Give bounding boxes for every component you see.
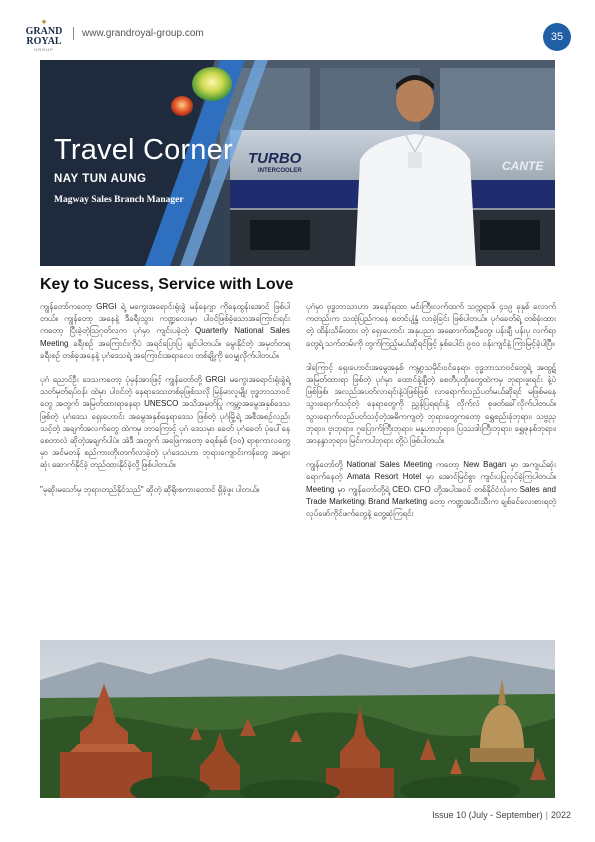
article-paragraph: "မုဆိုးမသော်မှ ဘုရားတည်နိုင်သည်" ဆိုတဲ့ ဆိုရိုးစကားတောင် ရှိခဲ့ဖူး ပါတယ်။ [40, 484, 260, 494]
bagan-temples-photo [40, 640, 555, 798]
truck-badge-canter: CANTE [502, 159, 544, 173]
article-column-right [306, 301, 556, 532]
article-paragraph: ပုဂံ ညောင်ဦး ဒေသကတော့ ပုံမှန်အားဖြင့် ကျွန်တော်တို့ GRGI မကွေးအရောင်းရုံးခွဲရဲ့ သတ်မှတ်ရပ်ဝန်း ထဲမှာ ပါဝင်တဲ့ နေရာဒေသတစ်ခုဖြစ်သလို မြန်မာလူမျိုး ဗုဒ္ဓဘာသာဝင်တွေ အတွက် အမြတ်ထားရာနေရာ UNESCO အသိအမှတ်ပြု ကမ္ဘာ့အမွေအနှစ်ဒေသဖြစ်တဲ့ ပုဂံဒေသ ရှေးဟောင်း အမွေအနှစ်နေရာဒေသ ဖြစ်တဲ့ ပုဂံမြို့ရဲ့ အစီအစဉ်လည်း သင့်တဲ့ အချက်အလက်တွေ ထဲကမှ ဘာကြောင့် ပုဂံ ဒေသမှာ ခေတ် ပုဂံခေတ် ပုံပေါ်နေစေတာလဲ ဆိုတဲ့အချက်ပါပဲ။ အဲဒီ အတွက် အဖြေကတော့ ခရစ်နှစ် (၁၀) ရာစုကာလတွေမှာ အင်မတန် စည်ကားတိုးတက်လာခဲ့တဲ့ ပုဂံဒေသဟာ ဘုရားကျောင်းကန်တွေ အများဆုံး ဆောက်နိုင်ခဲ့ တည်ထားနိုင်ခဲ့လို့ဖြစ်ပါတယ်။ [40, 375, 290, 470]
page-header [0, 0, 595, 60]
website-link[interactable]: www.grandroyal-group.com [82, 28, 204, 39]
article-title: Key to Sucess, Service with Love [40, 276, 294, 293]
truck-badge-turbo: TURBO [248, 150, 302, 167]
page-number-badge: 35 [543, 23, 571, 51]
truck-badge-intercooler: INTERCOOLER [258, 168, 302, 174]
crown-star-icon: ✦ [40, 17, 48, 27]
banner-title: Travel Corner [54, 134, 233, 166]
article-paragraph: ကျွန်တော်ကတော့ GRGI ရဲ့ မကွေးအရောင်းရုံးခွဲ မန်နေဂျာ ကိုနေထွန်းအောင် ဖြစ်ပါတယ်။ ကျွန်တော့ အနေနဲ့ ဒီခရီးသွား ကဏ္ဍလေးမှာ ပါဝင်ဖြစ်ခဲ့သောအကြောင်းရင်းကတော့ ပြီးခဲ့တဲ့သြဂုတ်လက ပုဂံမှာ ကျင်းပခဲ့တဲ့ Quarterly National Sales Meeting ခရီးစဉ် အကြောင်းကိုပဲ အရင်ပြောပြ ချင်ပါတယ်။ မွေးနိုင်တဲ့ အမှတ်တရ ခရီးစဉ် တစ်ခုအနေနဲ့ ပုဂံဒေသရဲ့ အကြောင်းအရာလေး တစ်ချို့ကို ဝေမျှလိုက်ပါတယ်။ [40, 302, 290, 360]
header-divider [73, 27, 74, 40]
article-paragraph: ဒါကြောင့် ရှေးဟောင်းအမွေအနှစ် ကမ္ဘာ့သမိုင်းဝင်နေရာ၊ ဗုဒ္ဓဘာသာဝင်တွေရဲ့ အထွဋ်အမြတ်ထားရာ ဖြစ်တဲ့ ပုဂံမှာ ထောင်နဲ့ချီတဲ့ စေတီပုထိုးတွေထဲကမှ ဘုရားဖူးရင်း နဲ့ပဲ ဖြစ်ဖြစ်၊ အလည်အပတ်လာရင်းနဲ့ပဲဖြစ်ဖြစ် လာရောက်လည်ပတ်မယ်ဆိုရင် မဖြစ်မနေ သွားရောက်သင့်တဲ့ နေရာတွေကို ညွှန်ပြရရင်းနဲ့ လိုက်လံ စုဖတ်ခေါ်လိုက်ပါတယ်။ သွားရောက်လည်ပတ်သင့်တဲ့အဓိကကျတဲ့ ဘုရားတွေကတော့ ရွှေစည်းခုံဘုရား၊ သဗ္ဗညုဘုရား၊ ဗူးဘုရား၊ ဂူပြောက်ကြီးဘုရား၊ မနူဟာဘုရား၊ ပြဿဒါးကြီးဘုရား၊ ရွှေဇုနစ်ဘုရား၊ အာနန္ဒာဘုရား၊ မြင်းကပါဘုရား တို့ပဲ ဖြစ်ပါတယ်။ [306, 362, 556, 446]
author-role: Magway Sales Branch Manager [54, 195, 184, 205]
footer-separator: | [545, 810, 548, 820]
issue-label: Issue 10 (July - September) [432, 810, 543, 820]
article-column-left [40, 301, 290, 508]
logo-line-1: GRAND [25, 26, 63, 37]
logo-sub: GROUP [34, 47, 54, 52]
issue-year: 2022 [550, 810, 571, 820]
grand-royal-logo [24, 18, 64, 52]
travel-corner-banner [40, 60, 555, 266]
article-paragraph: ပုဂံမှာ ဗုဒ္ဓဘာသာဟာ အနော်ရထာ မင်းကြီးလက်ထက် သက္ကရာဇ် ၄၁၉ ခုနှစ် လောက်ကတည်းက သထုံပြည်ကနေ စတင်ပျံ့နှံ့ လာခဲ့ခြင်း ဖြစ်ပါတယ်။ ပုဂံခေတ်ရဲ့ တစ်ခုံးထားတဲ့ ထိန်းသိမ်းထား တဲ့ ရှေးဟောင်း အနုပညာ အဆောက်အဦတွေ၊ ပန်းချီ ပန်းပု လက်ရာတွေရဲ့ သက်တမ်းကို တွက်ကြည့်မယ်ဆိုရင်ဖြင့် နှစ်ပေါင်း ၉၀၀ ဝန်းကျင်နဲ့ ကြာမြင့်ခဲ့ပါပြီ။ [306, 302, 556, 348]
logo-line-2: ROYAL [26, 36, 62, 47]
article-paragraph: ကျွန်တော်တို့ National Sales Meeting ကတော့ New Bagan မှာ အကျယ်ဆုံးရောက်နေတဲ့ Amata Resort Hotel မှာ အောင်မြင်စွာ ကျင်းပပြုလုပ်ခဲ့ကြပါတယ်။ Meeting မှာ ကျွန်တော်တို့ရဲ့ CEO၊ CFO တို့အပါအဝင် တစ်နိုင်ငံလုံးက Sales and Trade Marketing၊ Brand Marketing တော့ ကဏ္ဍအသီးသီးက ချစ်ခင်လေးစားရတဲ့ လုပ်ဖော်ကိုင်ဖက်တွေနဲ့ တွေ့ဆုံကြရင်း [306, 460, 556, 519]
author-name: NAY TUN AUNG [54, 173, 147, 185]
page-footer [432, 810, 571, 820]
bagan-landscape-image [40, 640, 555, 798]
